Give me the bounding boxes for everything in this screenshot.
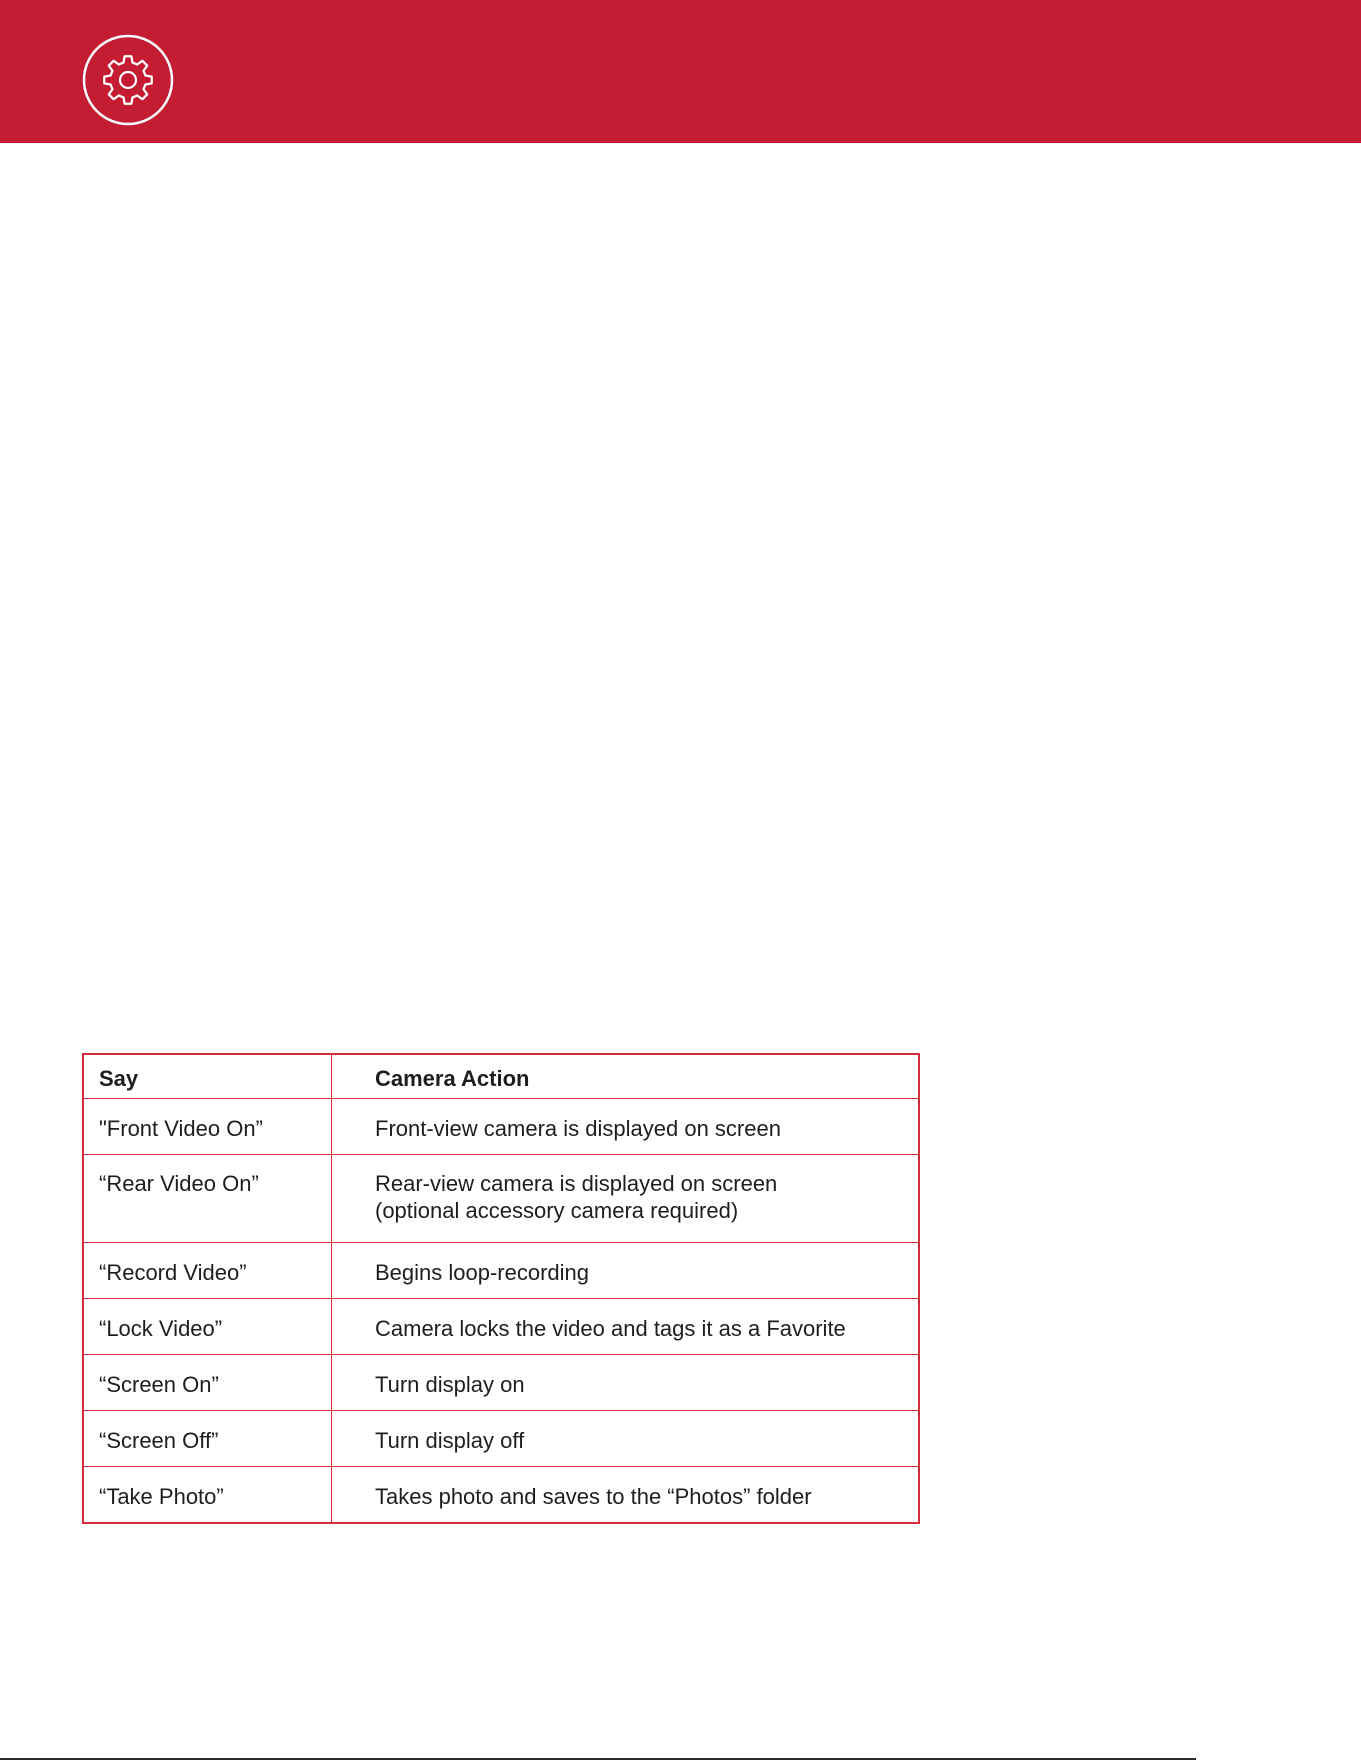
header-say: Say xyxy=(83,1054,332,1098)
table-header-row xyxy=(83,1054,919,1098)
table-row xyxy=(83,1298,919,1354)
gear-icon xyxy=(82,34,174,126)
table-row xyxy=(83,1098,919,1154)
command-say: “Lock Video” xyxy=(83,1298,332,1354)
table-row xyxy=(83,1154,919,1242)
command-action xyxy=(332,1098,920,1154)
voice-commands-table xyxy=(82,1053,920,1524)
command-say: “Screen On” xyxy=(83,1354,332,1410)
command-say: “Rear Video On” xyxy=(83,1154,332,1242)
command-action xyxy=(332,1298,920,1354)
command-action xyxy=(332,1466,920,1523)
action-text: (optional accessory camera required) xyxy=(375,1197,739,1223)
command-action xyxy=(332,1242,920,1298)
gear-outline xyxy=(104,56,152,104)
action-text: Turn display off xyxy=(375,1427,525,1453)
command-say: “Take Photo” xyxy=(83,1466,332,1523)
action-text: Rear-view camera is displayed on screen xyxy=(375,1170,778,1196)
table-row xyxy=(83,1410,919,1466)
command-action xyxy=(332,1154,920,1242)
header-camera-action: Camera Action xyxy=(332,1054,920,1098)
command-say: "Front Video On” xyxy=(83,1098,332,1154)
action-text: Front-view camera is displayed on screen xyxy=(375,1115,781,1141)
table-row xyxy=(83,1242,919,1298)
table-row xyxy=(83,1466,919,1523)
action-text: Camera locks the video and tags it as a Favorite xyxy=(375,1315,846,1341)
action-text: Turn display on xyxy=(375,1371,525,1397)
action-text: Takes photo and saves to the “Photos” folder xyxy=(375,1483,812,1509)
header-bar xyxy=(0,0,1361,143)
command-say: “Screen Off” xyxy=(83,1410,332,1466)
command-action xyxy=(332,1410,920,1466)
command-action xyxy=(332,1354,920,1410)
command-say: “Record Video” xyxy=(83,1242,332,1298)
footer-rule xyxy=(0,1758,1196,1760)
table-row xyxy=(83,1354,919,1410)
action-text: Begins loop-recording xyxy=(375,1259,590,1285)
